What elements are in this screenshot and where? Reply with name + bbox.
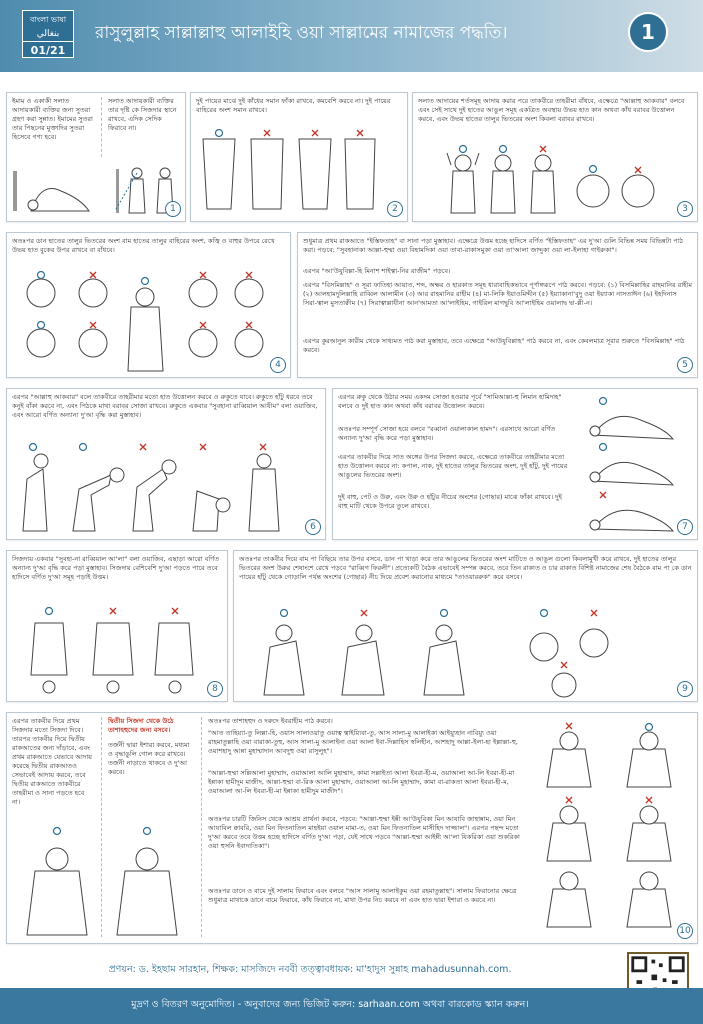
panel-10-col-2-title: দ্বিতীয় সিজদা থেকে উঠে তাশাহহুদের জন্য বসবে। [108, 717, 174, 734]
panel-tashahhud-and-salam [6, 712, 698, 944]
panel-number: 1 [165, 201, 181, 217]
language-badge [22, 10, 74, 58]
panel-5-text-3: এরপর "বিসমিল্লাহ" ও সূরা ফাতিহা আয়াত, শব্দ, অক্ষর ও হারকাত সমূহ ধারাবাহিকভাবে পূর্ণাঙ্গরূপে পাঠ করবে। পড়বে: (১) বিসমিল্লাহির রাহমানির রাহীম (২) আলহামদুলিল্লাহি রাব্বিল আলামীন (৩) আর রাহমানির রাহীম (৪) মা-লিকি ইয়াওমিদ্দীন (৫) ইয়্যাকানা'বুদু ওয়া ইয়্যাকা নাসতাঈন (৬) ইহদিনাস সিরা-ত্বাল মুসতাক্বীম (৭) সিরাত্বাল্লাযীনা আন'আমতা আ'লাইহিম, গাইরিল মাগদ্বুবি আ'লাইহিম ওয়ালাদ্ব দ্বা-ল্লী-ন। [303, 281, 692, 307]
panel-5-text-4: এরপর কুরআনুল কারীম থেকে সাধ্যমত পাঠ করা মুস্তাহাব, তবে এক্ষেত্রে "আউযুবিল্লাহ" পাঠ করবে না, এবং কেবলমাত্র সূরার শুরুতে "বিসমিল্লাহ" পাঠ করবে। [303, 337, 685, 354]
sujud-illustration [583, 395, 695, 535]
hand-placement-illustration [13, 271, 273, 375]
feet-position-illustration [195, 129, 385, 219]
panel-number: 3 [677, 201, 693, 217]
language-label-arabic: بنغالي [36, 29, 60, 39]
panel-number: 9 [677, 681, 693, 697]
page-title: রাসুলুল্লাহ সাল্লাল্লাহু আলাইহি ওয়া সাল্লামের নামাজের পদ্ধতি। [95, 23, 508, 43]
tashahhud-sitting-illustration [17, 825, 197, 939]
panel-10-col-2: তর্জনী দ্বারা ইশারা করবে, মধ্যমা ও বৃদ্ধাঙুলি গোল করে রাখবে। তর্জনী নাড়াতে থাকবে ও দু'আ করবে। [108, 741, 190, 776]
panel-7-text-4: দুই বাহু, পেট ও উরু, এবং উরু ও হাঁটুর নীচের অংশের (গোছার) মাঝে ফাঁকা রাখবে। দুই বাহু মাটি থেকে উপরে তুলে রাখবে। [338, 493, 562, 510]
panel-number: 5 [677, 357, 693, 373]
panel-7-text-2: অতঃপর সম্পূর্ণ সোজা হয়ে বলবে "রব্বানা ওয়ালাকাল হামদ"। এরসাথে আরো বর্ণিত অন্যান্য দু'আ বৃদ্ধি করে পড়া মুস্তাহাব। [338, 425, 556, 442]
panel-number: 4 [270, 357, 286, 373]
panel-3-text: সলাত আদায়ের শর্তসমূহ আদায় করার পরে তাকবীরে তাহরীমা বাঁধবে, এক্ষেত্রে "আল্লাহু আকবার" বলবে এবং সেই সাথে দুই হাতের আঙুল সমূহ একত্রিত অবস্থায় উভয় হাত কান অথবা কাঁধ বরাবর উত্তোলন করবে, এবং উভয় হাতের তালুর ভিতরের অংশ কিবলা বরাবর রাখবে। [418, 97, 685, 123]
prostration-sutra-illustration [11, 161, 181, 219]
panel-10-col-3-durud: "আল্লা-হুম্মা সল্লিআলা মুহাম্মাদ, ওয়াআলা আলি মুহাম্মাদ, কামা সল্লাইতা আলা ইবরা-হী-ম, ওয়াআলা আ-লি ইবরা-হী-মা ইন্নাকা হামীদুম মাজীদ, আল্লা-হুম্মা বা-রিক আলা মুহাম্মাদ, ওয়াআলা আ-লি মুহাম্মাদ, কামা বা-রাকতা আলা ইবরা-হী-ম, ওয়াআলা আ-লি ইবরা-হী-মা ইন্নাকা হামীদুম মাজীদ"। [208, 769, 515, 795]
panel-recitation [297, 232, 698, 378]
panel-sitting-between-sujud [233, 550, 698, 702]
panel-9-text: অতঃপর তাকবীর দিয়ে বাম পা বিছিয়ে তার উপর বসবে, ডান পা খাড়া করে তার আঙুলের ভিতরের অংশ মাটিতে ও আঙুল গুলো কিবলামুখী করে রাখবে, দুই হাতের তালুর ভিতরের অংশ উরুর শেষাংশে রেখে পড়বে "রাব্বিগ ফিরলী"। প্রত্যেকটি বৈঠক এভাবেই সম্পন্ন করবে, তবে তিন রাকাত ও চার রাকাত বিশিষ্ট নামাজের শেষ বৈঠকে বাম পা কে ডান পায়ের হাঁটু থেকে গোড়ালি পর্যন্ত অংশের (গোছার) নীচ দিয়ে প্রবেশ করানোর মাধ্যমে "তাওয়াররুক" করে বসবে। [239, 555, 692, 581]
ruku-illustration [13, 439, 313, 535]
panel-standing-and-sujud [332, 388, 698, 540]
panel-ruku [6, 388, 326, 540]
panel-7-text-1: এরপর রুকু থেকে উঠার সময় একদম সোজা হওয়ার পূর্বে "সামিআল্লা-হু লিমান হামিদাহ" বলবে ও দুই হাত কান অথবা কাঁধ বরাবর উত্তোলন করবে। [338, 393, 562, 410]
panel-10-col-1: এরপর তাকবীর দিয়ে প্রথম সিজদার মতো সিজদা দিবে। তারপর তাকবীর দিয়ে দ্বিতীয় রাকআতের জন্য দাঁড়াবে, এবং প্রথম রাকআতে যেভাবে আদায় করেছে দ্বিতীয় রাকআতও সেভাবেই আদায় করবে, তবে দ্বিতীয় রাকআতে তাকবীরে তাহরীমা ও সানা পড়তে হবে না। [12, 717, 92, 806]
panel-number: 10 [677, 923, 693, 939]
page-number-badge: 1 [628, 12, 668, 52]
panel-number: 8 [207, 681, 223, 697]
salam-illustration [539, 721, 687, 935]
panel-sutra [6, 92, 186, 222]
panel-4-text: অতঃপর ডান হাতের তালুর ভিতরের অংশ বাম হাতের তালুর বাহিরের অংশ, কজ্বি ও বাহুর উপরে রেখে উভয় হাত বুকের উপর রাখবে বা বাঁধবে। [12, 237, 275, 254]
panel-1-text-right: সলাত আদায়কারী ব্যক্তির তার দৃষ্টি কে সিজদার স্থানে রাখবে, এদিক সেদিক ফিরাবে না। [108, 97, 177, 132]
panel-7-text-3: এরপর তাকবীর দিয়ে সাত অঙ্গের উপর সিজদা করবে, এক্ষেত্রে তাকবীরে তাহরীমার মতো হাত উত্তোলন করবে না: কপাল, নাক, দুই হাতের তালুর ভিতরের অংশ, দুই হাঁটু, দুই পায়ের আঙুলের ভিতরের অংশ। [338, 453, 568, 479]
author-credit: প্রণয়ন: ড. ইহছাম সারহান, শিক্ষক: মাসজিদে নববী তত্ত্বাবধায়ক: মা'হাদুস সুন্নাহ mahadusunnah.com. [108, 964, 512, 975]
panel-5-text-1: শুধুমাত্র প্রথম রাকআতে "ইস্তিফতাহ" বা সানা পড়া মুস্তাহাব। এক্ষেত্রে উত্তম হচ্ছে হাদিসে বর্ণিত "ইস্তিফতাহ" এর দু'আ গুলি বিভিন্ন সময় বিভিন্নটা পাঠ করা। পড়বে: "সুবহানাকা আল্লা-হুম্মা ওয়া বিহামদিকা ওয়া তাবা-রাকাসমুকা ওয়া তা'আলা জাদ্দুকা ওয়া লা-ইলাহা গাইরুকা"। [303, 237, 683, 254]
sitting-illustration [244, 607, 664, 699]
sitting-feet-illustration [17, 605, 207, 697]
panel-number: 2 [387, 201, 403, 217]
panel-6-text: এরপর "আল্লাহু আকবার" বলে তাকবীরে তাহরীমার মতো হাত উত্তোলন করবে ও রুকুতে যাবে। রুকুতে হাঁটু ধরবে তবে কনুই বাঁকা করবে না, এবং পিঠকে মাথা বরাবর সোজা রাখবে। রুকুতে একবার "সুবহানা রাব্বিয়াল আযীম" বলা ওয়াজিব, এবং আরো বর্ণিত অন্যান্য দু'আ বৃদ্ধি করা মুস্তাহাব। [12, 393, 318, 419]
panel-10-col-3-refuge: অতঃপর চারটি জিনিস থেকে আশ্রয় প্রার্থনা করবে, পড়বে: "আল্লা-হুম্মা ইন্নী আ'উযুবিকা মিন আযাবি জাহান্নাম, ওয়া মিন আযাবিল ক্বাবরি, ওয়া মিন ফিতনাতিল মাহইয়া ওয়াল মামা-ত, ওয়া মিন ফিতনাতিল মাসীহিদ দাজ্জাল"। এরপর পছন্দ মতো দু'আ করবে তবে উত্তম হচ্ছে হাদিসে বর্ণিত দু'আ পড়া, যেই সাথে পড়বে "আল্লা-হুম্মা আইন্নী আ'লা যিকরিকা ওয়া শুকরিকা ওয়া হুসনি ইবাদাতিকা"। [208, 815, 520, 850]
panel-8-text: সিজদায় একবার "সুবহা-না রাব্বিয়াল আ'লা" বলা ওয়াজিব, এছাড়া আরো বর্ণিত অন্যান্য দু'আ বৃদ্ধি করে পড়া মুস্তাহাব। সিজদায় বেশিবেশি দু'আ পড়তে পারে তবে হাদিসে বর্ণিত দু'আ সমূহ পড়াই উত্তম। [12, 555, 220, 581]
page-code: 01/21 [23, 41, 73, 57]
panel-2-text: দুই পায়ের মাঝে দুই কাঁধের সমান ফাঁকা রাখবে, কমবেশি করবে না। দুই পায়ের বাহিরের অংশ সমান রাখবে। [196, 97, 391, 114]
panel-sujud-dua [6, 550, 228, 702]
panel-5-text-2: এরপর "আ'উযুবিল্লা-হি মিনাশ শাইত্বা-নির রাজীম" পড়বে। [303, 267, 451, 275]
panel-number: 7 [677, 519, 693, 535]
panel-10-col-3-salam: অতঃপর ডানে ও বামে দুই সালাম ফিরাবে এবং বলবে "আস সালামু আলাইকুম ওয়া রহমাতুল্লাহ"। সালাম ফিরানোর ক্ষেত্রে শুধুমাত্র মাথাকে ডানে বামে ফিরাবে, কাঁধ ফিরাবে না, মাথা উপর নিচ করবে না এবং হাত দ্বারা ইশারা ও করবে না। [208, 887, 517, 904]
panel-number: 6 [305, 519, 321, 535]
footer-distribution-text: মুদ্রণ ও বিতরণ অনুমোদিত। - অনুবাদের জন্য ভিজিট করুন: sarhaan.com অথবা বারকোড স্ক্যান করুন। [131, 999, 529, 1010]
panel-hand-placement [6, 232, 291, 378]
panel-takbir [412, 92, 698, 222]
panel-1-text-left: ইমাম ও একাকী সলাত আদায়কারী ব্যক্তির জন্য সুতরা গ্রহণ করা সুন্নাত। ইমামের সুতরা তার পিছনের মুক্তাদির সুতরা হিসেবে গণ্য হবে। [12, 97, 93, 141]
panel-10-col-3-tashahhud: "আত তাহিয়্যা-তু লিল্লা-হি, ওয়াস সালাওয়াতু ওয়াত্ব ত্বাইয়্যিবা-তু, আস সালা-মু আলাইকা আইয়্যুহান নাবিয়্যু ওয়া রাহমাতুল্লাহি ওয়া বারাকা-তুহু, আস সালা-মু আলাইনা ওয়া আলা ইবা-দিল্লাহিস স্বলিহীন, আশহাদু আল্লা-ইলা-হা ইল্লাল্লা-হু, ওয়াশহাদু আন্না মুহাম্মাদান আবদুহু ওয়া রাসুলুহ"। [208, 729, 518, 755]
panel-feet-position [190, 92, 408, 222]
panel-10-col-3-intro: অতঃপর তাশাহহুদ ও দরুদে ইবরাহীম পাঠ করবে। [208, 717, 333, 725]
takbir-illustration [443, 143, 663, 219]
language-label: বাংলা ভাষা [29, 15, 67, 24]
